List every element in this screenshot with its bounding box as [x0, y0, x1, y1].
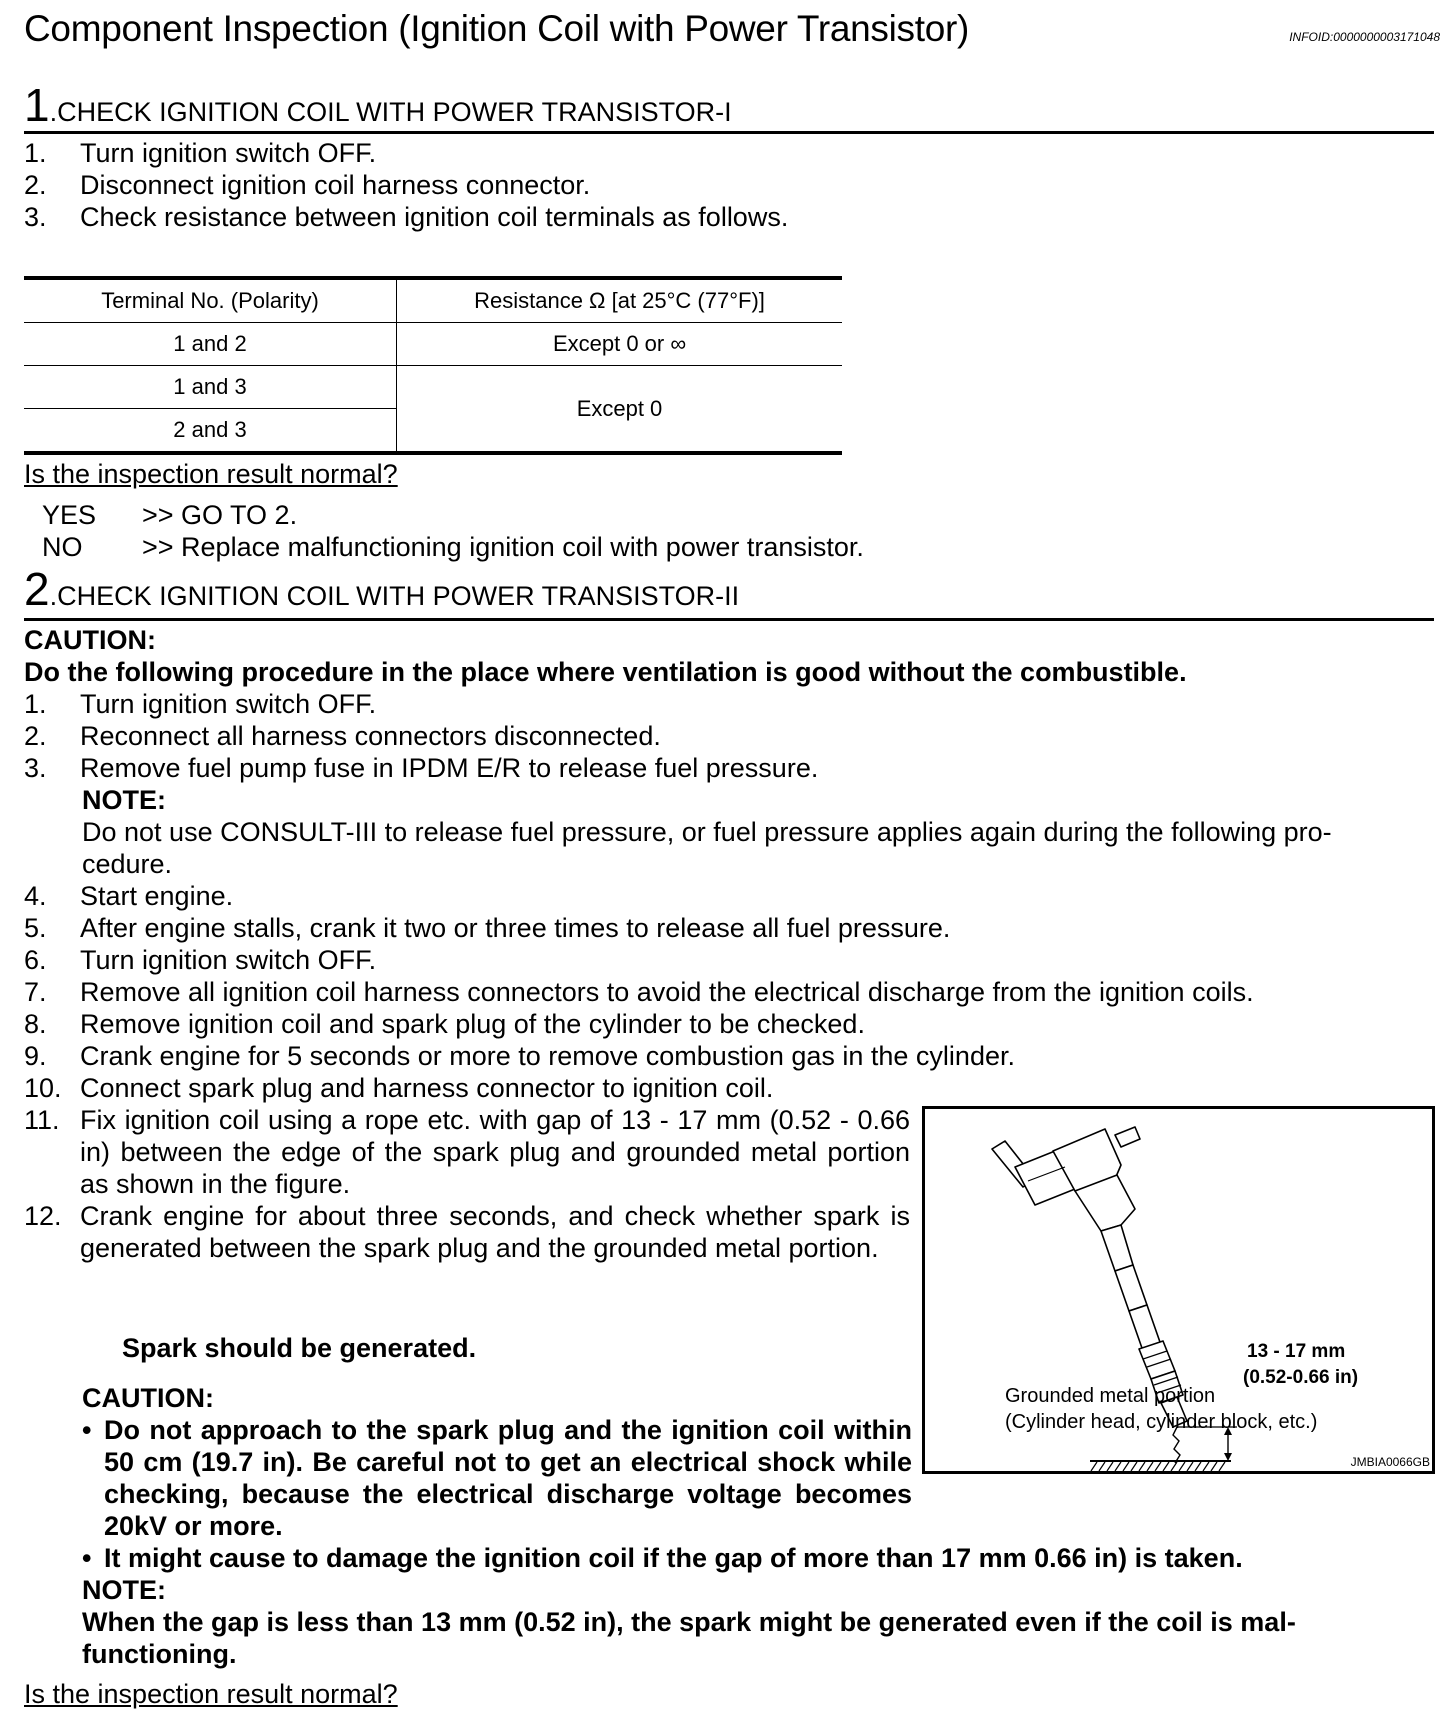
step-title: .CHECK IGNITION COIL WITH POWER TRANSISTOR-II	[49, 581, 740, 611]
list-item: 3. Check resistance between ignition coil terminals as follows.	[24, 202, 789, 232]
step-title: .CHECK IGNITION COIL WITH POWER TRANSISTOR-I	[49, 97, 732, 127]
yes-branch: YES >> GO TO 2.	[42, 500, 298, 530]
note-text: functioning.	[82, 1639, 237, 1669]
list-item: 6. Turn ignition switch OFF.	[24, 945, 377, 975]
list-item: 3. Remove fuel pump fuse in IPDM E/R to release fuel pressure.	[24, 753, 819, 783]
step-number: 2	[24, 563, 50, 615]
table-header-row: Terminal No. (Polarity) Resistance Ω [at 25°C (77°F)]	[24, 278, 842, 323]
no-branch: NO >> Replace malfunctioning ignition coil with power transistor.	[42, 532, 864, 562]
spark-test-figure	[922, 1106, 1435, 1474]
gap-dimension-mm: 13 - 17 mm	[1247, 1341, 1346, 1362]
page-title: Component Inspection (Ignition Coil with Power Transistor)	[24, 8, 970, 49]
caution-bullet: • It might cause to damage the ignition coil if the gap of more than 17 mm 0.66 in) is taken.	[82, 1543, 1243, 1573]
ground-label: Grounded metal portion	[1005, 1385, 1216, 1407]
section-divider	[24, 131, 1434, 134]
list-item: 10. Connect spark plug and harness connector to ignition coil.	[24, 1073, 774, 1103]
figure-code: JMBIA0066GB	[1350, 1455, 1430, 1469]
note-text: When the gap is less than 13 mm (0.52 in), the spark might be generated even if the coil is mal-	[82, 1607, 1296, 1637]
caution-label: CAUTION:	[24, 625, 156, 655]
note-text: Do not use CONSULT-III to release fuel pressure, or fuel pressure applies again during the following pro-	[82, 817, 1332, 847]
table-row: 1 and 2 Except 0 or ∞	[24, 323, 842, 366]
gap-dimension-in: (0.52-0.66 in)	[1243, 1367, 1359, 1388]
result-question: Is the inspection result normal?	[24, 459, 398, 489]
step-number: 1	[24, 79, 50, 131]
list-item: 2. Reconnect all harness connectors disconnected.	[24, 721, 661, 751]
list-item: 11. Fix ignition coil using a rope etc. with gap of 13 - 17 mm (0.52 - 0.66 in) between the edge of the spark plug and grounded metal portion as shown in the figure.	[24, 1105, 910, 1199]
list-item: 2. Disconnect ignition coil harness connector.	[24, 170, 591, 200]
list-item: 1. Turn ignition switch OFF.	[24, 138, 377, 168]
list-item: 4. Start engine.	[24, 881, 234, 911]
info-id: INFOID:0000000003171048	[1289, 30, 1440, 44]
spec-value: Spark should be generated.	[122, 1333, 477, 1363]
list-item: 7. Remove all ignition coil harness connectors to avoid the electrical discharge from the ignition coils.	[24, 977, 1254, 1007]
section-divider	[24, 618, 1434, 621]
list-item: 12. Crank engine for about three seconds, and check whether spark is generated between the spark plug and the grounded metal portion.	[24, 1201, 910, 1263]
table-row: 2 and 3	[24, 409, 842, 454]
list-item: 8. Remove ignition coil and spark plug of the cylinder to be checked.	[24, 1009, 865, 1039]
list-item: 1. Turn ignition switch OFF.	[24, 689, 377, 719]
list-item: 5. After engine stalls, crank it two or three times to release all fuel pressure.	[24, 913, 951, 943]
caution-label: CAUTION:	[82, 1383, 214, 1413]
resistance-table	[24, 276, 842, 455]
ground-sublabel: (Cylinder head, cylinder block, etc.)	[1005, 1411, 1318, 1433]
step-2-heading	[24, 563, 740, 615]
caution-bullet: • Do not approach to the spark plug and the ignition coil within 50 cm (19.7 in). Be careful not to get an electrical shock while checking, because the electrical discharge voltage becomes 20kV or more.	[82, 1415, 912, 1541]
note-text: cedure.	[82, 849, 173, 879]
list-item: 9. Crank engine for 5 seconds or more to remove combustion gas in the cylinder.	[24, 1041, 1015, 1071]
step-1-heading	[24, 79, 732, 131]
note-label: NOTE:	[82, 785, 166, 815]
note-label: NOTE:	[82, 1575, 166, 1605]
caution-text: Do the following procedure in the place where ventilation is good without the combustible.	[24, 657, 1187, 687]
result-question: Is the inspection result normal?	[24, 1679, 398, 1709]
table-row: 1 and 3 Except 0	[24, 366, 842, 409]
